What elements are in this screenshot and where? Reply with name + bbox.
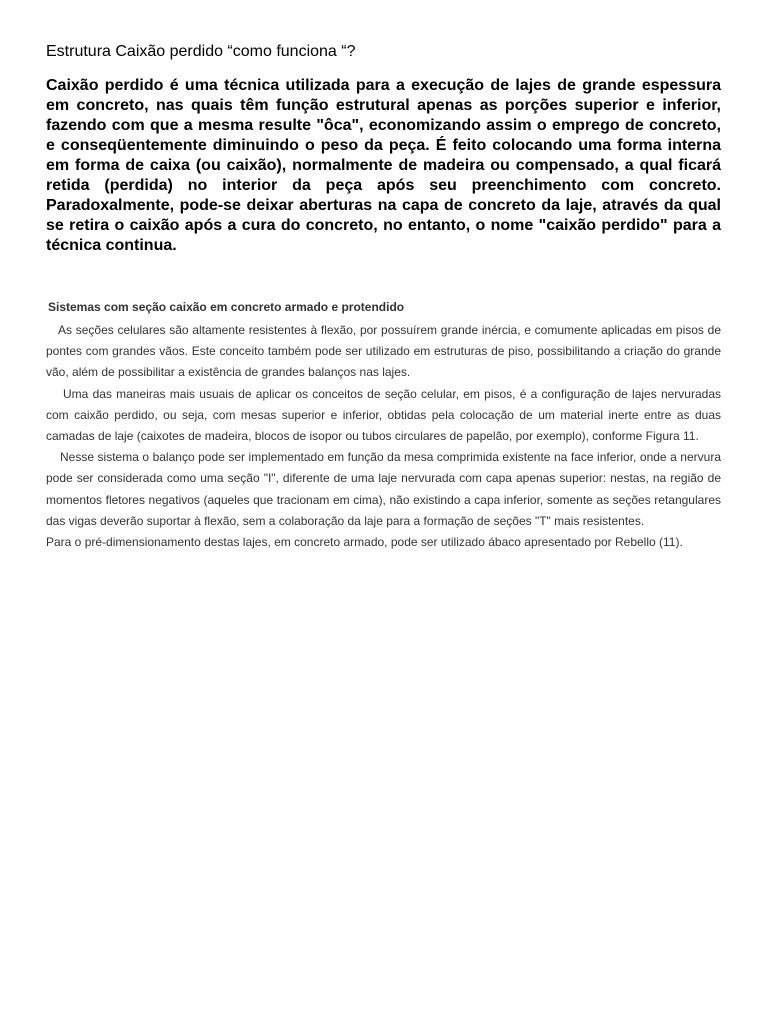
section-paragraph-3: Nesse sistema o balanço pode ser implementado em função da mesa comprimida existente na face inferior, onde a nervura pode ser considerada como uma seção "I", diferente de uma laje nervurada com capa apenas superior: nestas, na região de momentos fletores negativos (aqueles que tracionam em cima), não existindo a capa inferior, somente as seções retangulares das vigas deverão suportar à flexão, sem a colaboração da laje para a formação de seções "T" mais resistentes. [46,450,721,528]
section-paragraph-1: As seções celulares são altamente resistentes à flexão, por possuírem grande inércia, e comumente aplicadas em pisos de pontes com grandes vãos. Este conceito também pode ser utilizado em estruturas de piso, possibilitando a criação do grande vão, além de possibilitar a existência de grandes balanços nas lajes. [46,323,721,380]
section-paragraph-4: Para o pré-dimensionamento destas lajes, em concreto armado, pode ser utilizado ábaco apresentado por Rebello (11). [46,535,683,550]
section-box-systems [46,299,721,553]
document-page [46,42,721,553]
section-title: Sistemas com seção caixão em concreto armado e protendido [48,300,405,314]
document-title: Estrutura Caixão perdido “como funciona “? [46,43,356,60]
intro-paragraph: Caixão perdido é uma técnica utilizada para a execução de lajes de grande espessura em concreto, nas quais têm função estrutural apenas as porções superior e inferior, fazendo com que a mesma resulte "ôca", economizando assim o emprego de concreto, e conseqüentemente diminuindo o peso da peça. É feito colocando uma forma interna em forma de caixa (ou caixão), normalmente de madeira ou compensado, a qual ficará retida (perdida) no interior da peça após seu preenchimento com concreto. Paradoxalmente, pode-se deixar aberturas na capa de concreto da laje, através da qual se retira o caixão após a cura do concreto, no entanto, o nome "caixão perdido" para a técnica continua. [46,77,721,254]
section-paragraph-2: Uma das maneiras mais usuais de aplicar os conceitos de seção celular, em pisos, é a configuração de lajes nervuradas com caixão perdido, ou seja, com mesas superior e inferior, obtidas pela colocação de um material inerte entre as duas camadas de laje (caixotes de madeira, blocos de isopor ou tubos circulares de papelão, por exemplo), conforme Figura 11. [46,386,721,444]
